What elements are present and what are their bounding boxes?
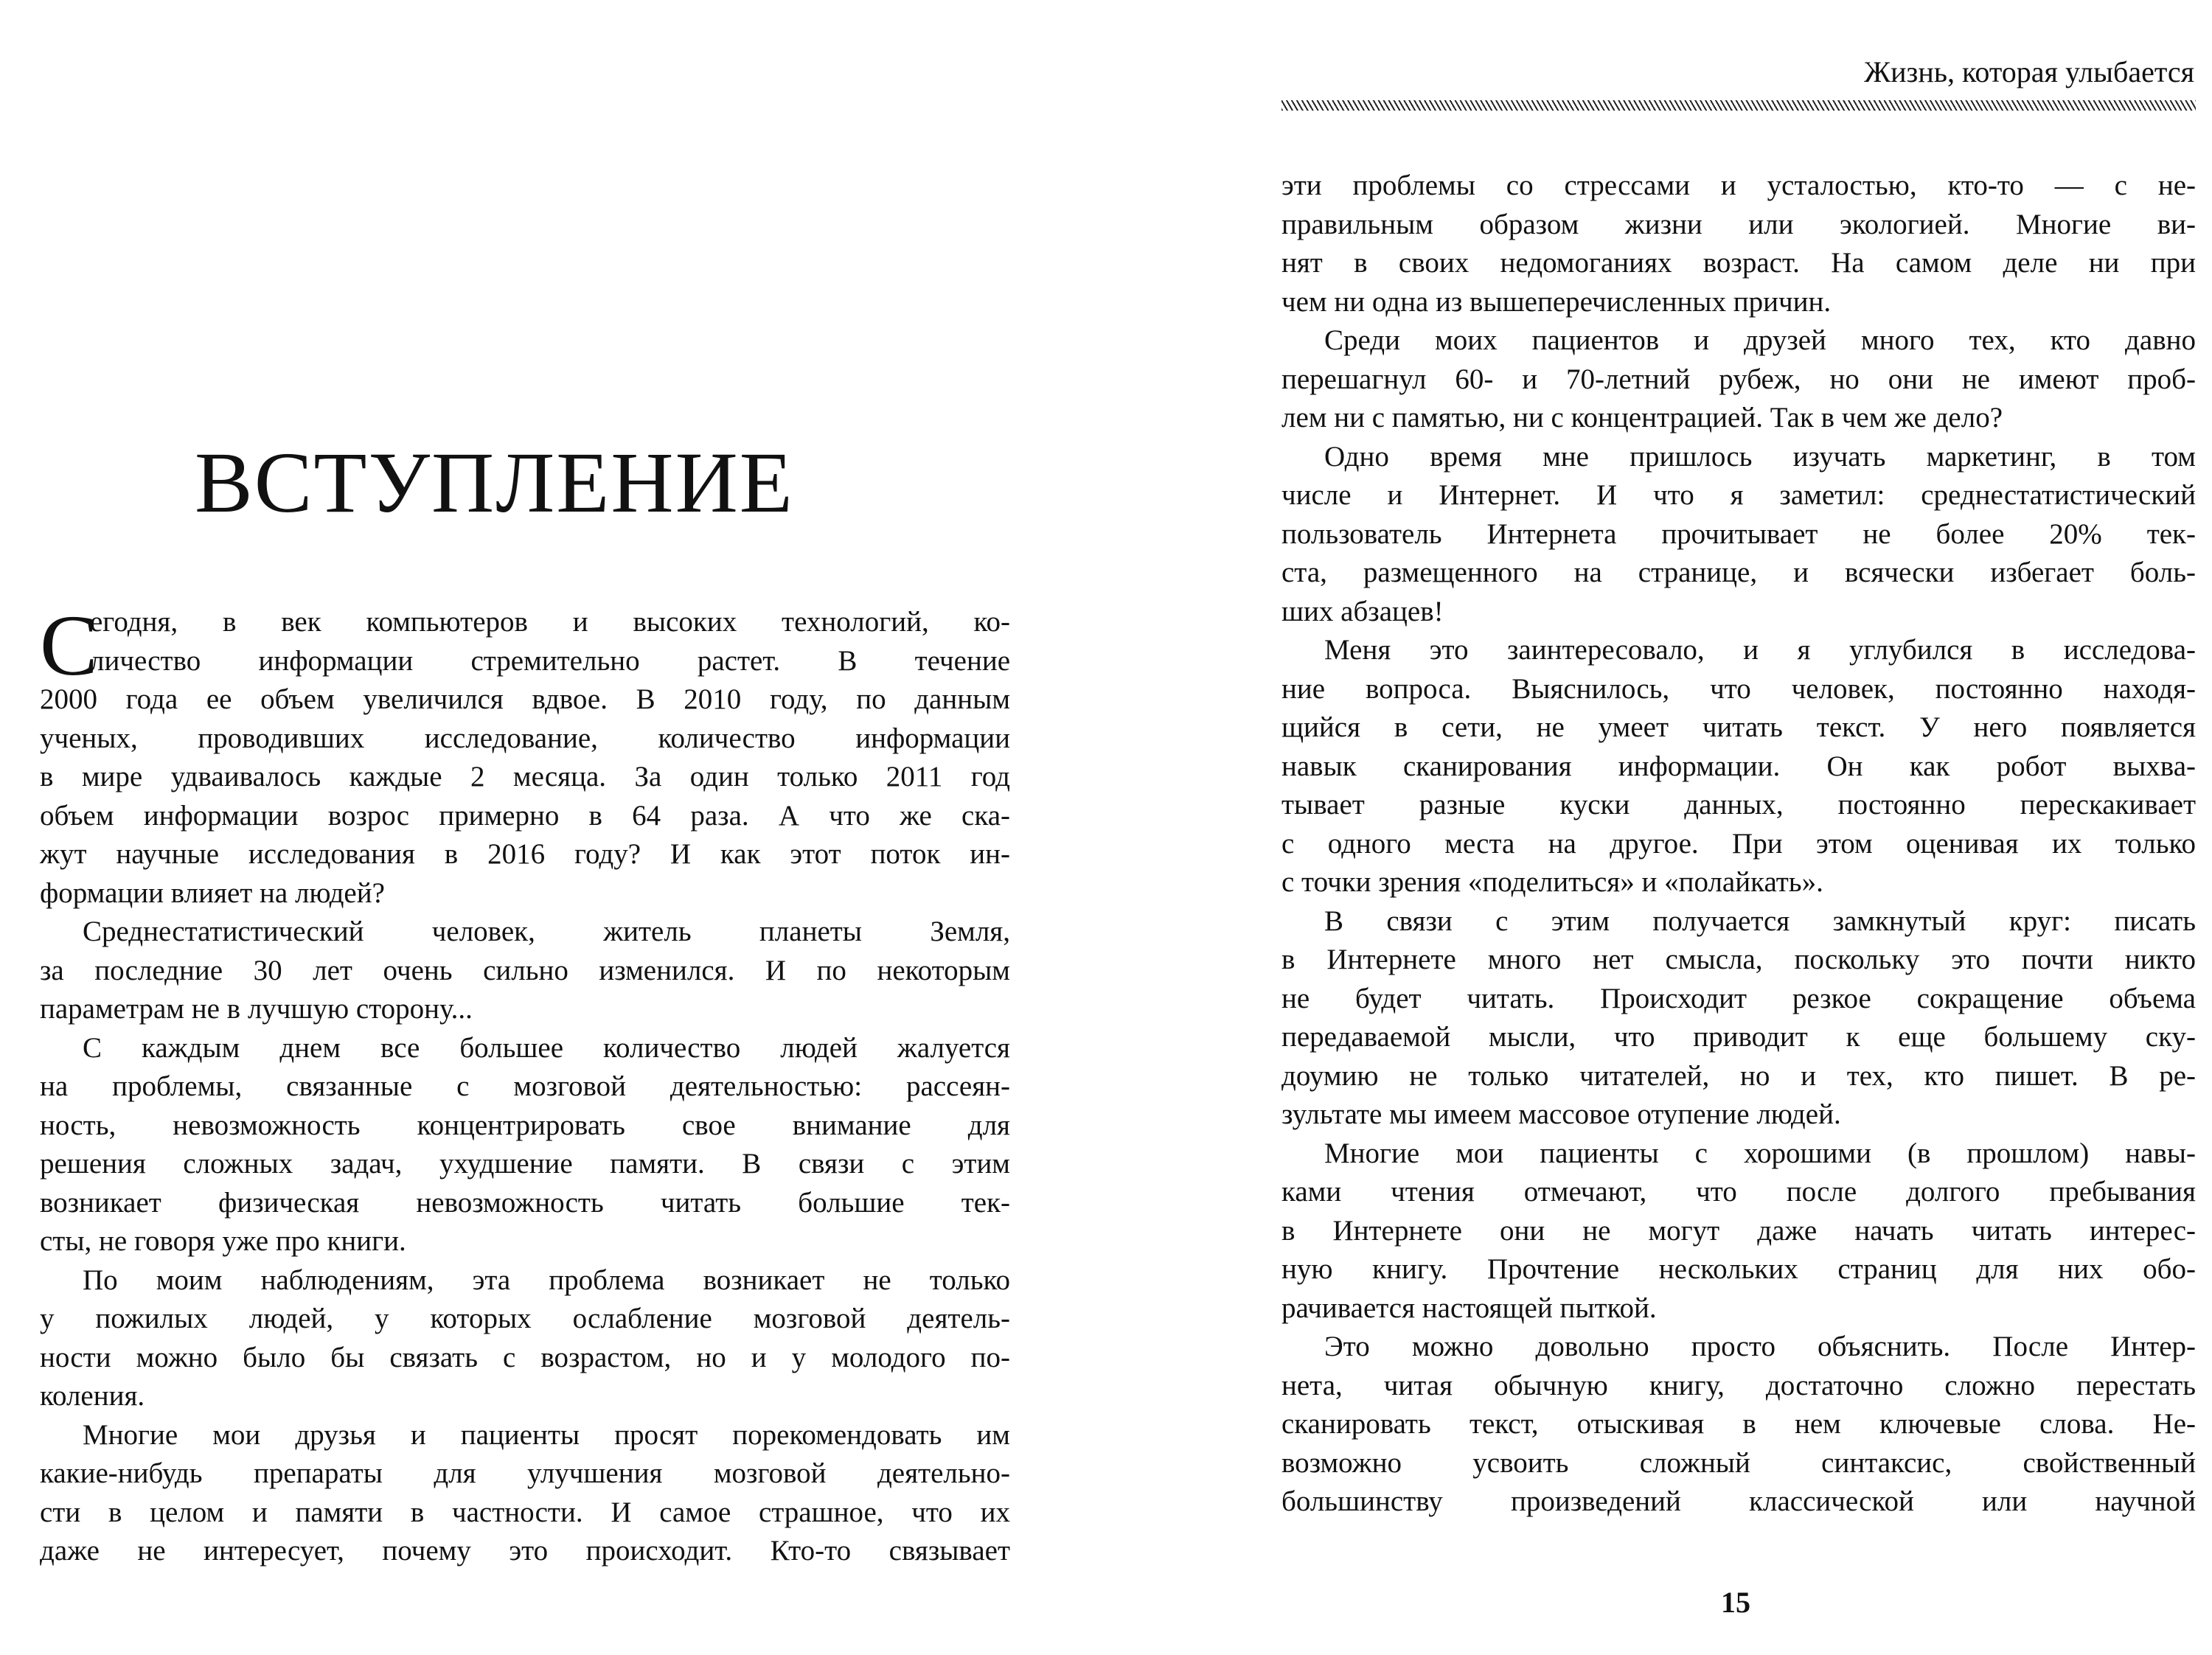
text-line: правильным образом жизни или экологией. Многие ви-: [1281, 208, 2196, 240]
paragraph: [1281, 902, 2196, 1135]
text-line: рачивается настоящей пыткой.: [1281, 1292, 1657, 1324]
text-line: параметрам не в лучшую сторону...: [40, 993, 473, 1025]
text-line: большинству произведений классической или научной: [1281, 1485, 2196, 1517]
text-line: в Интернете они не могут даже начать читать интерес-: [1281, 1214, 2196, 1247]
text-line: решения сложных задач, ухудшение памяти. В связи с этим: [40, 1148, 1010, 1180]
text-line: ние вопроса. Выяснилось, что человек, постоянно находя-: [1281, 672, 2196, 705]
text-line: за последние 30 лет очень сильно изменился. И по некоторым: [40, 954, 1010, 986]
header-rule: [1281, 100, 2196, 111]
text-line: чем ни одна из вышеперечисленных причин.: [1281, 285, 1832, 318]
text-line: эти проблемы со стрессами и усталостью, кто-то — с не-: [1281, 170, 2196, 201]
text-line: ности можно было бы связать с возрастом, но и у молодого по-: [40, 1341, 1010, 1373]
text-line: зультате мы имеем массовое отупение людей.: [1281, 1098, 1841, 1130]
text-line: ших абзацев!: [1281, 595, 1444, 627]
text-line: ность, невозможность концентрировать свое внимание для: [40, 1109, 1010, 1141]
text-line: на проблемы, связанные с мозговой деятельностью: рассеян-: [40, 1070, 1010, 1102]
text-line: личество информации стремительно растет. В течение: [90, 644, 1010, 677]
text-line: В связи с этим получается замкнутый круг: писать: [1324, 905, 2196, 937]
paragraph: [1281, 1135, 2196, 1328]
text-line: возникает физическая невозможность читать большие тек-: [40, 1186, 1010, 1219]
text-line: пользователь Интернета прочитывает не более 20% тек-: [1281, 518, 2196, 550]
right-page-text: [1281, 167, 2196, 1522]
text-line: перешагнул 60- и 70-летний рубеж, но они не имеют проб-: [1281, 363, 2196, 395]
text-line: Среди моих пациентов и друзей много тех, кто давно: [1324, 324, 2196, 356]
text-line: возможно усвоить сложный синтаксис, свойственный: [1281, 1446, 2196, 1479]
paragraph: [40, 1416, 1010, 1571]
text-line: в мире удваивалось каждые 2 месяца. За один только 2011 год: [40, 761, 1010, 792]
text-line: с одного места на другое. При этом оценивая их только: [1281, 827, 2196, 860]
running-head: Жизнь, которая улыбается: [1864, 55, 2194, 88]
text-line: передаваемой мысли, что приводит к еще большему ску-: [1281, 1021, 2196, 1053]
text-line: 2000 года ее объем увеличился вдвое. В 2010 году, по данным: [40, 683, 1010, 715]
paragraph: [40, 597, 1010, 913]
paragraph: [1281, 631, 2196, 902]
paragraph: [1281, 321, 2196, 438]
text-line: коления.: [40, 1380, 145, 1412]
text-line: егодня, в век компьютеров и высоких технологий, ко-: [90, 606, 1010, 638]
text-line: с точки зрения «поделиться» и «полайкать».: [1281, 866, 1823, 898]
text-line: Меня это заинтересовало, и я углубился в исследова-: [1324, 634, 2196, 666]
text-line: даже не интересует, почему это происходит. Кто-то связывает: [40, 1535, 1010, 1567]
text-line: тывает разные куски данных, постоянно перескакивает: [1281, 789, 2196, 820]
text-line: лем ни с памятью, ни с концентрацией. Так в чем же дело?: [1281, 402, 2003, 433]
text-line: сканировать текст, отыскивая в нем ключевые слова. Не-: [1281, 1408, 2196, 1440]
drop-cap: С: [40, 597, 98, 694]
text-line: нят в своих недомоганиях возраст. На самом деле ни при: [1281, 247, 2196, 279]
text-line: С каждым днем все большее количество людей жалуется: [83, 1031, 1010, 1064]
text-line: ками чтения отмечают, что после долгого пребывания: [1281, 1176, 2196, 1208]
paragraph: [1281, 1328, 2196, 1522]
text-line: ученых, проводивших исследование, количество информации: [40, 722, 1010, 754]
text-line: у пожилых людей, у которых ослабление мозговой деятель-: [40, 1303, 1010, 1334]
text-line: Одно время мне пришлось изучать маркетинг, в том: [1324, 440, 2196, 473]
text-line: объем информации возрос примерно в 64 раза. А что же ска-: [40, 799, 1010, 832]
text-line: По моим наблюдениям, эта проблема возникает не только: [83, 1264, 1010, 1296]
text-line: ста, размещенного на странице, и всячески избегает боль-: [1281, 557, 2196, 588]
text-line: жут научные исследования в 2016 году? И как этот поток ин-: [40, 838, 1010, 870]
text-line: в Интернете много нет смысла, поскольку это почти никто: [1281, 944, 2196, 975]
text-line: доумию не только читателей, но и тех, кто пишет. В ре-: [1281, 1059, 2196, 1092]
text-line: нета, читая обычную книгу, достаточно сложно перестать: [1281, 1369, 2196, 1401]
paragraph: [1281, 167, 2196, 321]
paragraph: [1281, 438, 2196, 632]
text-line: ную книгу. Прочтение нескольких страниц для них обо-: [1281, 1253, 2196, 1285]
text-line: числе и Интернет. И что я заметил: среднестатистический: [1281, 479, 2196, 511]
text-line: навык сканирования информации. Он как робот выхва-: [1281, 750, 2196, 782]
paragraph: [40, 1029, 1010, 1261]
text-line: Многие мои друзья и пациенты просят порекомендовать им: [83, 1418, 1010, 1451]
text-line: какие-нибудь препараты для улучшения мозговой деятельно-: [40, 1457, 1010, 1489]
text-line: не будет читать. Происходит резкое сокращение объема: [1281, 982, 2196, 1014]
text-line: формации влияет на людей?: [40, 877, 385, 909]
paragraph: [40, 1261, 1010, 1416]
text-line: сти в целом и памяти в частности. И самое страшное, что их: [40, 1496, 1010, 1528]
left-page-text: [40, 597, 1010, 1571]
text-line: Среднестатистический человек, житель планеты Земля,: [83, 916, 1010, 947]
text-line: сты, не говоря уже про книги.: [40, 1225, 406, 1257]
text-line: щийся в сети, не умеет читать текст. У него появляется: [1281, 711, 2196, 743]
text-line: Это можно довольно просто объяснить. После Интер-: [1324, 1331, 2196, 1362]
chapter-title: ВСТУПЛЕНИЕ: [195, 434, 794, 531]
text-line: Многие мои пациенты с хорошими (в прошлом) навы-: [1324, 1137, 2196, 1169]
page-number: 15: [1721, 1586, 1750, 1619]
paragraph: [40, 913, 1010, 1029]
